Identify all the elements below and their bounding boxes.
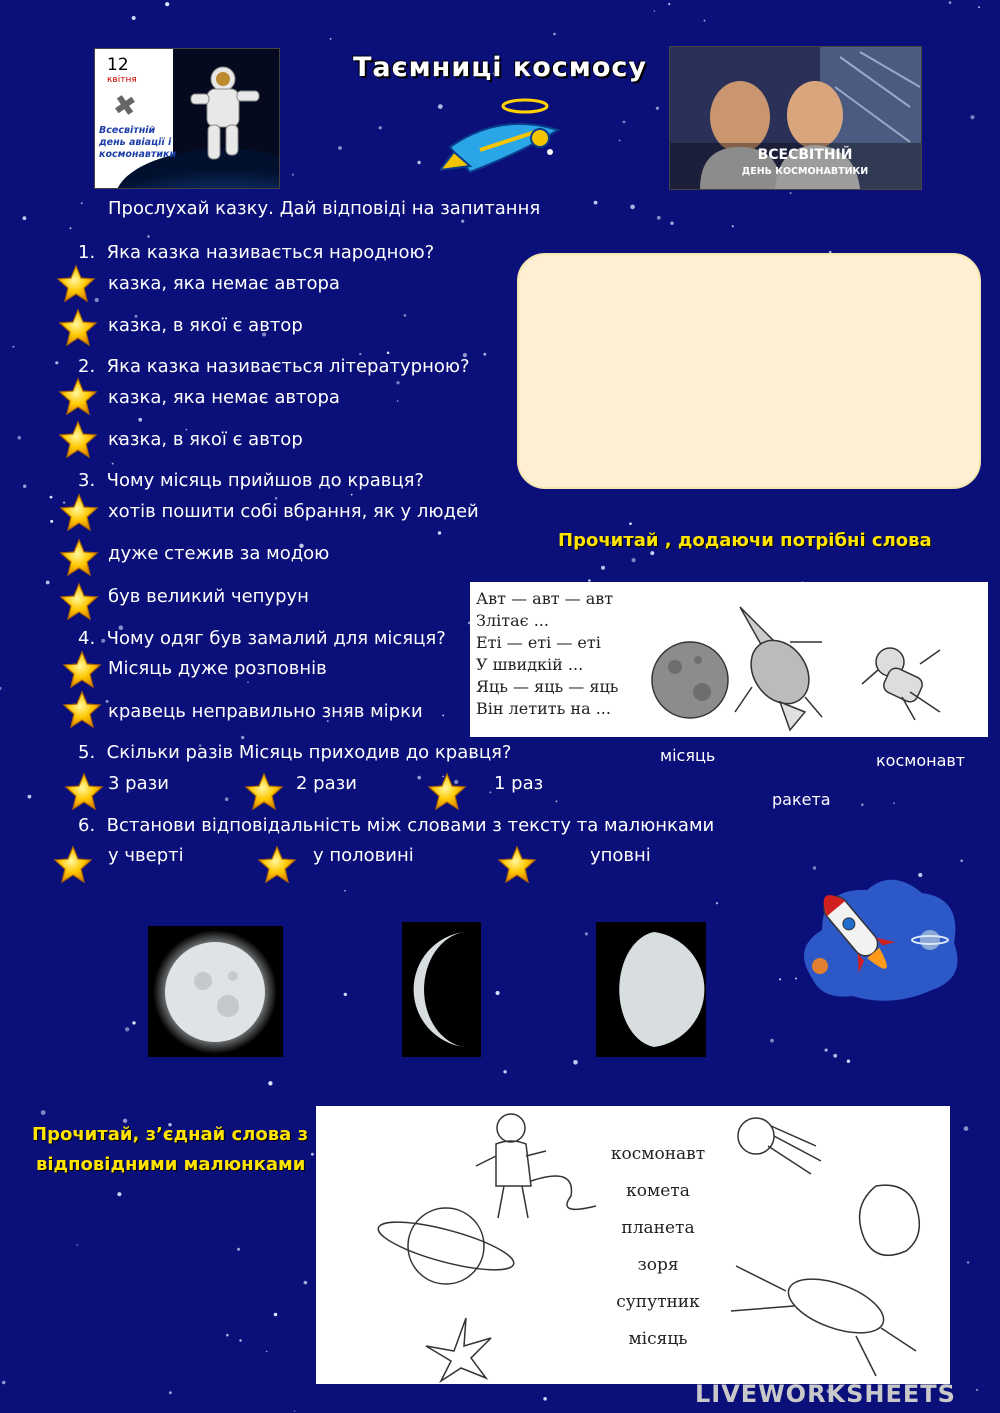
background-star bbox=[50, 520, 53, 523]
background-star bbox=[967, 1261, 969, 1263]
background-star bbox=[274, 1313, 278, 1317]
poster-line-2: ДЕНЬ КОСМОНАВТИКИ bbox=[741, 166, 869, 177]
match-word-star[interactable]: зоря bbox=[637, 1255, 679, 1275]
background-star bbox=[670, 222, 673, 225]
option-q6-b[interactable]: у половині bbox=[313, 845, 414, 866]
spaceship-drawing-icon bbox=[735, 607, 822, 730]
background-star bbox=[304, 1281, 308, 1285]
background-star bbox=[461, 220, 464, 223]
star-radio-q5-a[interactable] bbox=[63, 772, 105, 812]
question-text: Чому одяг був замалий для місяця? bbox=[106, 628, 446, 649]
background-star bbox=[623, 121, 626, 124]
star-radio-q3-a[interactable] bbox=[58, 493, 100, 533]
background-star bbox=[387, 352, 390, 355]
background-star bbox=[630, 205, 635, 210]
background-star bbox=[81, 202, 83, 204]
background-star bbox=[237, 1248, 240, 1251]
background-star bbox=[132, 16, 136, 20]
read-line: Злітає ... bbox=[476, 611, 549, 630]
background-star bbox=[553, 33, 556, 36]
match-heading-line-2: відповідними малюнками bbox=[36, 1154, 306, 1175]
star-radio-q2-a[interactable] bbox=[57, 377, 99, 417]
page-title: Таємниці космосу bbox=[352, 52, 648, 83]
background-star bbox=[632, 558, 636, 562]
background-star bbox=[266, 1351, 268, 1353]
match-word-cosmonaut[interactable]: космонавт bbox=[610, 1144, 706, 1164]
word-chip-moon[interactable]: місяць bbox=[660, 746, 716, 765]
background-star bbox=[239, 1339, 241, 1341]
background-star bbox=[169, 1391, 172, 1394]
background-star bbox=[825, 1049, 828, 1052]
match-word-comet[interactable]: комета bbox=[626, 1181, 690, 1201]
background-star bbox=[656, 107, 659, 110]
word-chip-rocket[interactable]: ракета bbox=[772, 790, 831, 809]
question-3 bbox=[78, 470, 424, 491]
background-star bbox=[76, 1244, 78, 1246]
background-star bbox=[247, 682, 249, 684]
option-q2-a[interactable]: казка, яка немає автора bbox=[108, 387, 340, 408]
background-star bbox=[594, 201, 598, 205]
star-radio-q4-b[interactable] bbox=[61, 690, 103, 730]
background-star bbox=[138, 418, 142, 422]
question-5 bbox=[78, 742, 511, 763]
poster-caption: Всесвітній день авіації і космонавтики bbox=[99, 125, 177, 160]
background-star bbox=[344, 890, 346, 892]
gibbous-moon-image bbox=[596, 922, 706, 1057]
background-star bbox=[654, 10, 656, 12]
star-radio-q6-a[interactable] bbox=[52, 845, 94, 885]
background-star bbox=[0, 687, 2, 690]
star-radio-q6-b[interactable] bbox=[256, 845, 298, 885]
background-star bbox=[976, 1389, 978, 1391]
match-word-list bbox=[598, 1136, 718, 1358]
read-line: Він летить на ... bbox=[476, 699, 611, 718]
option-q3-b[interactable]: дуже стежив за модою bbox=[108, 543, 330, 564]
star-radio-q3-b[interactable] bbox=[58, 538, 100, 578]
background-star bbox=[330, 38, 332, 40]
background-star bbox=[601, 566, 605, 570]
background-star bbox=[132, 1021, 135, 1024]
match-heading-line-1: Прочитай, з’єднай слова з bbox=[32, 1124, 309, 1145]
background-star bbox=[978, 6, 980, 8]
background-star bbox=[960, 860, 963, 863]
background-star bbox=[657, 216, 661, 220]
moon-drawing-icon bbox=[652, 642, 728, 718]
background-star bbox=[732, 225, 734, 227]
option-q4-a[interactable]: Місяць дуже розповнів bbox=[108, 658, 327, 679]
background-star bbox=[241, 736, 244, 739]
background-star bbox=[55, 361, 58, 364]
moon-outline-icon bbox=[860, 1185, 920, 1255]
background-star bbox=[503, 1070, 506, 1073]
background-star bbox=[41, 1110, 46, 1115]
background-star bbox=[311, 1153, 314, 1156]
star-radio-q2-b[interactable] bbox=[57, 420, 99, 460]
read-exercise-panel bbox=[470, 582, 988, 737]
background-star bbox=[112, 463, 114, 465]
instruction-text: Прослухай казку. Дай відповіді на запитання bbox=[108, 198, 541, 219]
background-star bbox=[619, 140, 621, 142]
star-radio-q4-a[interactable] bbox=[61, 650, 103, 690]
background-star bbox=[344, 993, 347, 996]
background-star bbox=[165, 2, 169, 6]
star-outline-icon bbox=[426, 1318, 491, 1381]
match-word-planet[interactable]: планета bbox=[621, 1218, 695, 1238]
answer-drop-box[interactable] bbox=[517, 253, 981, 489]
background-star bbox=[716, 902, 718, 904]
background-star bbox=[2, 1381, 6, 1385]
background-star bbox=[268, 1081, 272, 1085]
poster-line-1: ВСЕСВІТНІЙ bbox=[757, 147, 853, 163]
background-star bbox=[489, 791, 491, 793]
background-star bbox=[294, 1410, 296, 1412]
astronaut-outline-icon bbox=[476, 1114, 596, 1218]
option-q5-c[interactable]: 1 раз bbox=[494, 773, 544, 794]
background-star bbox=[779, 978, 781, 980]
question-2 bbox=[78, 356, 470, 377]
background-star bbox=[790, 192, 792, 194]
poster-month: квітня bbox=[107, 75, 137, 85]
background-star bbox=[46, 581, 50, 585]
astronaut-drawing-icon bbox=[862, 648, 940, 720]
option-q5-b[interactable]: 2 рази bbox=[296, 773, 357, 794]
background-star bbox=[668, 3, 670, 5]
read-line: Яць — яць — яць bbox=[476, 677, 619, 696]
background-star bbox=[847, 1060, 850, 1063]
background-star bbox=[117, 1192, 121, 1196]
star-radio-q1-b[interactable] bbox=[57, 308, 99, 348]
star-radio-q1-a[interactable] bbox=[55, 264, 97, 304]
question-number: 3. bbox=[78, 470, 96, 491]
question-text: Яка казка називається літературною? bbox=[106, 356, 470, 377]
satellite-outline-icon bbox=[731, 1266, 916, 1376]
question-number: 1. bbox=[78, 242, 96, 263]
background-star bbox=[949, 1, 952, 4]
background-star bbox=[555, 800, 557, 802]
background-star bbox=[970, 115, 974, 119]
question-text: Чому місяць прийшов до кравця? bbox=[106, 470, 424, 491]
option-q5-a[interactable]: 3 рази bbox=[108, 773, 169, 794]
question-number: 2. bbox=[78, 356, 96, 377]
background-star bbox=[338, 146, 342, 150]
match-word-satellite[interactable]: супутник bbox=[616, 1292, 700, 1312]
background-star bbox=[12, 346, 14, 348]
background-star bbox=[397, 400, 399, 402]
option-q1-a[interactable]: казка, яка немає автора bbox=[108, 273, 340, 294]
comet-outline-icon bbox=[738, 1118, 821, 1174]
option-q6-c[interactable]: уповні bbox=[590, 845, 651, 866]
background-star bbox=[585, 932, 588, 935]
option-q3-a[interactable]: хотів пошити собі вбрання, як у людей bbox=[108, 501, 479, 522]
background-star bbox=[442, 715, 444, 717]
background-star bbox=[23, 485, 26, 488]
question-text: Яка казка називається народною? bbox=[106, 242, 435, 263]
read-line: У швидкій ... bbox=[476, 655, 584, 674]
background-star bbox=[573, 1060, 578, 1065]
background-star bbox=[225, 797, 229, 801]
question-text: Встанови відповідальність між словами з тексту та малюнками bbox=[106, 815, 715, 836]
read-panel-drawings bbox=[640, 602, 980, 732]
read-line: Авт — авт — авт bbox=[476, 589, 614, 608]
question-number: 4. bbox=[78, 628, 96, 649]
background-star bbox=[396, 381, 399, 384]
background-star bbox=[70, 227, 72, 229]
background-star bbox=[50, 496, 53, 499]
cosmonautics-day-poster bbox=[669, 46, 922, 190]
background-star bbox=[226, 1334, 229, 1337]
question-text: Скільки разів Місяць приходив до кравця? bbox=[106, 742, 512, 763]
crescent-moon-image bbox=[402, 922, 481, 1057]
option-q4-b[interactable]: кравець неправильно зняв мірки bbox=[108, 701, 423, 722]
background-star bbox=[629, 522, 632, 525]
question-number: 5. bbox=[78, 742, 96, 763]
background-star bbox=[964, 1126, 969, 1131]
option-q1-b[interactable]: казка, в якої є автор bbox=[108, 315, 303, 336]
match-section-heading bbox=[32, 1120, 308, 1180]
rocket-illustration bbox=[440, 92, 570, 184]
background-star bbox=[404, 314, 407, 317]
background-star bbox=[351, 494, 353, 496]
background-star bbox=[379, 126, 382, 129]
option-q6-a[interactable]: у чверті bbox=[108, 845, 184, 866]
background-star bbox=[770, 1039, 774, 1043]
match-exercise-panel bbox=[316, 1106, 950, 1384]
full-moon-image bbox=[148, 926, 283, 1057]
background-star bbox=[861, 803, 864, 806]
read-line: Еті — еті — еті bbox=[476, 633, 601, 652]
background-star bbox=[417, 161, 420, 164]
background-star bbox=[275, 497, 278, 500]
background-star bbox=[543, 1397, 547, 1401]
question-6 bbox=[78, 815, 714, 836]
aviation-day-poster bbox=[94, 48, 280, 189]
star-radio-q5-b[interactable] bbox=[243, 772, 285, 812]
match-word-moon[interactable]: місяць bbox=[628, 1329, 688, 1349]
watermark-logo: LIVEWORKSHEETS bbox=[695, 1380, 956, 1408]
background-star bbox=[28, 795, 32, 799]
question-1 bbox=[78, 242, 434, 263]
background-star bbox=[125, 1027, 129, 1031]
background-star bbox=[483, 353, 486, 356]
background-star bbox=[359, 353, 361, 355]
background-star bbox=[893, 802, 895, 804]
poster-day-number: 12 bbox=[107, 55, 129, 75]
word-chip-cosmonaut[interactable]: космонавт bbox=[876, 751, 966, 770]
background-star bbox=[496, 991, 500, 995]
star-radio-q3-c[interactable] bbox=[58, 582, 100, 622]
option-q2-b[interactable]: казка, в якої є автор bbox=[108, 429, 303, 450]
background-star bbox=[704, 20, 706, 22]
background-star bbox=[438, 531, 441, 534]
read-section-heading: Прочитай , додаючи потрібні слова bbox=[558, 530, 932, 551]
background-star bbox=[23, 216, 27, 220]
question-number: 6. bbox=[78, 815, 96, 836]
background-star bbox=[417, 776, 421, 780]
star-radio-q6-c[interactable] bbox=[496, 845, 538, 885]
background-star bbox=[292, 174, 294, 176]
planet-outline-icon bbox=[374, 1208, 518, 1284]
question-4 bbox=[78, 628, 446, 649]
background-star bbox=[833, 1054, 837, 1058]
background-star bbox=[650, 551, 654, 555]
rocket-cloud-illustration bbox=[792, 868, 964, 1018]
background-star bbox=[147, 235, 149, 237]
background-star bbox=[18, 436, 22, 440]
star-radio-q5-c[interactable] bbox=[426, 772, 468, 812]
option-q3-c[interactable]: був великий чепурун bbox=[108, 586, 309, 607]
read-lines bbox=[476, 588, 618, 720]
